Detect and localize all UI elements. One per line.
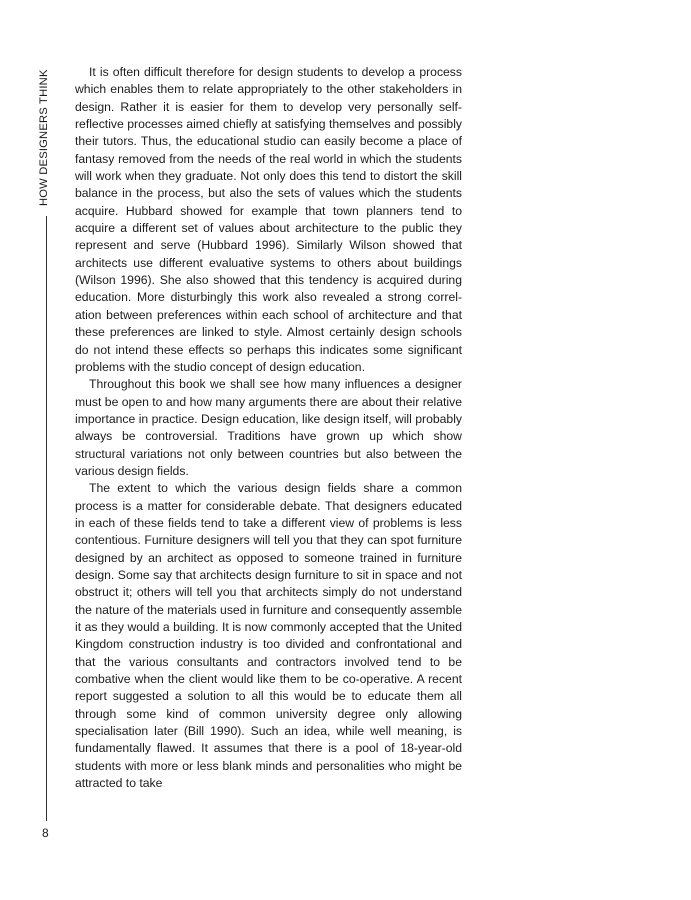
running-head-text: HOW DESIGNERS THINK <box>38 69 50 206</box>
margin-rule <box>46 216 47 821</box>
page-number: 8 <box>42 826 49 840</box>
paragraph-2: Throughout this book we shall see how many influences a designer must be open to and how many arguments there are about their relative importance in practice. Design education, like design itself, will probably always be controversial. Traditions have grown up which show structural variations not only between countries but also between the various design fields. <box>75 377 462 478</box>
body-text <box>75 64 462 792</box>
paragraph-3: The extent to which the various design fields share a common process is a matter for considerable debate. That designers educated in each of these fields tend to take a different view of problems is less contentious. Furniture designers will tell you that they can spot furniture designed by an architect as opposed to someone trained in furniture design. Some say that architects design furniture to sit in space and not obstruct it; others will tell you that architects simply do not understand the nature of the materials used in furniture and consequently assemble it as they would a building. It is now commonly accepted that the United Kingdom construction industry is too divided and confrontational and that the various consultants and contractors involved tend to be combative when the client would like them to be co-operative. A recent report suggested a solution to all this would be to educate them all through some kind of common university degree only allowing specialisation later (Bill 1990). Such an idea, while well meaning, is fundamentally flawed. It assumes that there is a pool of 18-year-old students with more or less blank minds and personalities who might be attracted to take <box>75 481 462 791</box>
running-head <box>38 66 54 206</box>
paragraph-1: It is often difficult therefore for design students to develop a process which enables them to relate appropriately to the other stakeholders in design. Rather it is easier for them to develop very personally self-reflective processes aimed chiefly at satisfying themselves and possibly their tutors. Thus, the educational studio can easily become a place of fantasy removed from the needs of the real world in which the students will work when they graduate. Not only does this tend to distort the skill balance in the process, but also the sets of values which the students acquire. Hubbard showed for example that town planners tend to acquire a different set of values about architecture to the public they represent and serve (Hubbard 1996). Similarly Wilson showed that architects use different evaluative systems to others about buildings (Wilson 1996). She also showed that this tendency is acquired during education. More disturbingly this work also revealed a strong correlation between preferences within each school of architecture and that these preferences are linked to style. Almost certainly design schools do not intend these effects so perhaps this indicates some significant problems with the studio concept of design education. <box>75 65 462 374</box>
